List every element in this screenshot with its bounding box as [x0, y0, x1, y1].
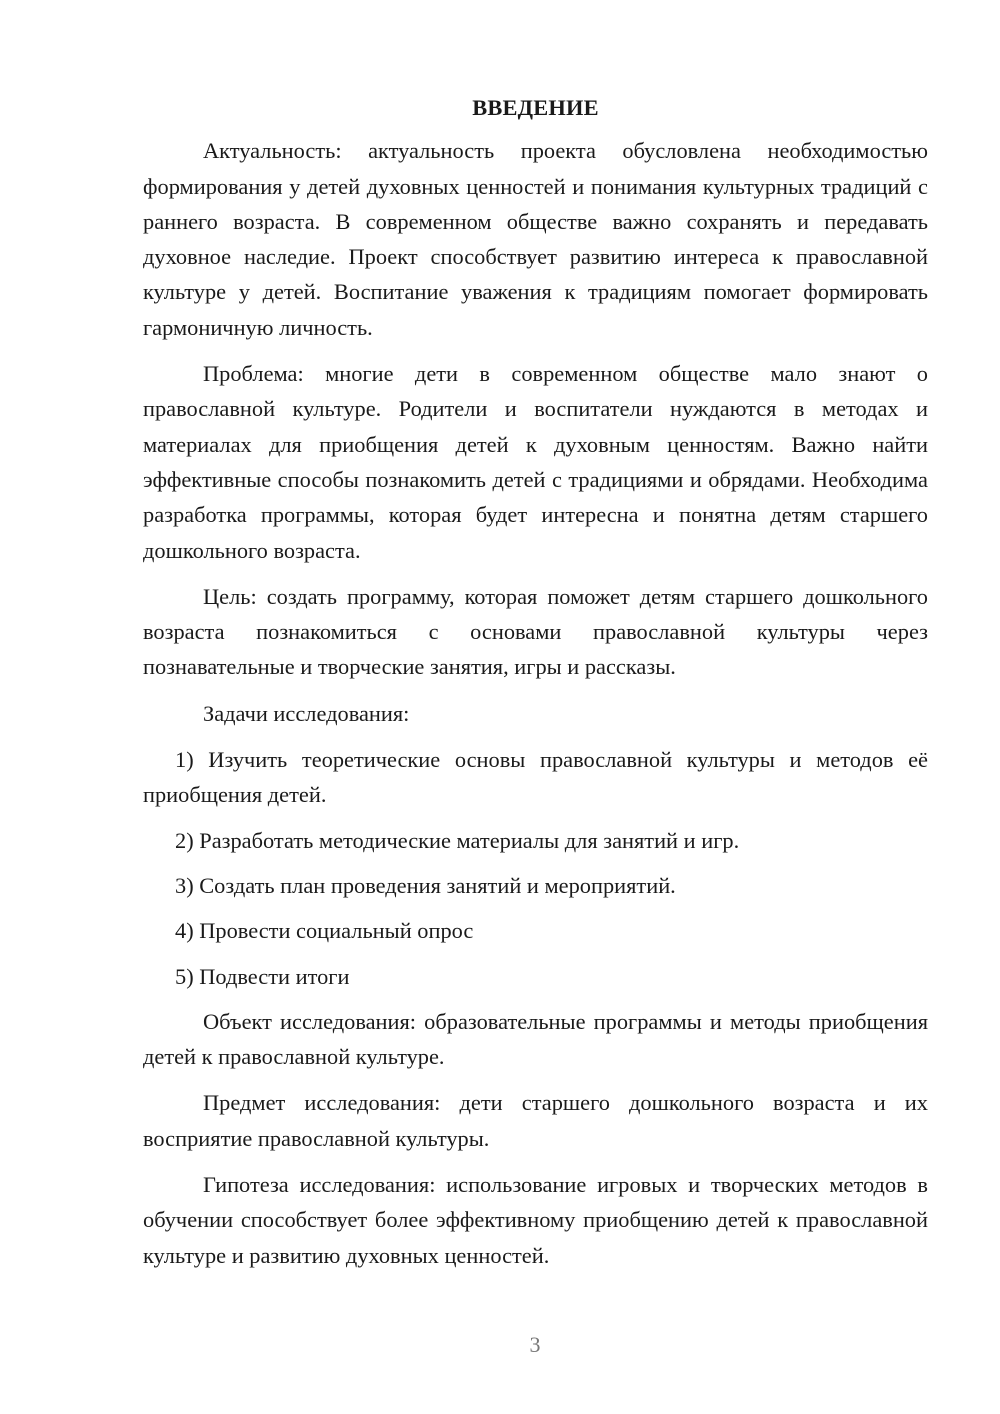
tasks-list: [143, 742, 928, 994]
paragraph-subject: Предмет исследования: дети старшего дошкольного возраста и их восприятие православной культуры.: [143, 1090, 928, 1151]
paragraph-hypothesis: Гипотеза исследования: использование игровых и творческих методов в обучении способствует более эффективному приобщению детей к православной культуре и развитию духовных ценностей.: [143, 1172, 928, 1268]
paragraph-goal: Цель: создать программу, которая поможет детям старшего дошкольного возраста познакомиться с основами православной культуры через познавательные и творческие занятия, игры и рассказы.: [143, 583, 928, 680]
task-item-5: 5) Подвести итоги: [175, 963, 350, 989]
paragraph-relevance: Актуальность: актуальность проекта обусловлена необходимостью формирования у детей духовных ценностей и понимания культурных традиций с раннего возраста. В современном обществе важно сохранять и передавать духовное наследие. Проект способствует развитию интереса к православной культуре у детей. Воспитание уважения к традициям помогает формировать гармоничную личность.: [143, 138, 928, 340]
task-item-2: 2) Разработать методические материалы для занятий и игр.: [175, 827, 740, 853]
task-item-3: 3) Создать план проведения занятий и мероприятий.: [175, 872, 676, 898]
paragraph-object: Объект исследования: образовательные программы и методы приобщения детей к православной культуре.: [143, 1008, 928, 1070]
task-item-1: 1) Изучить теоретические основы православной культуры и методов её приобщения детей.: [143, 747, 928, 808]
document-body: [143, 90, 928, 1284]
tasks-heading: Задачи исследования:: [203, 700, 410, 726]
paragraph-problem: Проблема: многие дети в современном обществе мало знают о православной культуре. Родители и воспитатели нуждаются в методах и материалах для приобщения детей к духовным ценностям. Важно найти эффективные способы познакомить детей с традициями и обрядами. Необходима разработка программы, которая будет интересна и понятна детям старшего дошкольного возраста.: [143, 361, 928, 563]
page-number: 3: [529, 1332, 541, 1357]
section-title: ВВЕДЕНИЕ: [472, 95, 599, 120]
task-item-4: 4) Провести социальный опрос: [175, 918, 474, 944]
